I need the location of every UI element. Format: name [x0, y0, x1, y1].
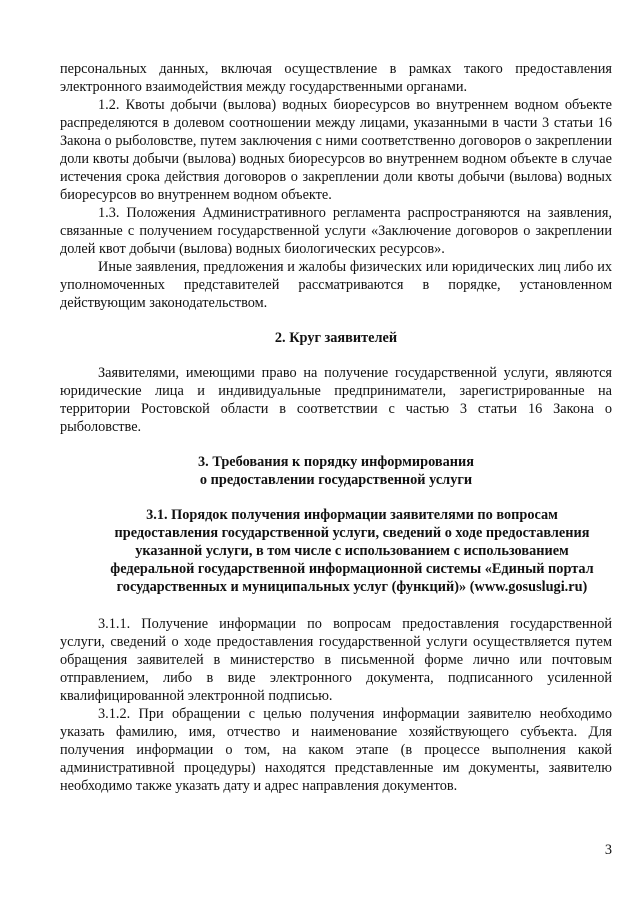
page-number: 3 — [604, 842, 612, 858]
paragraph-3-1-2: 3.1.2. При обращении с целью получения информации заявителю необходимо указать фамилию, имя, отчество и наименование хозяйствующего субъекта. Для получения информации о том, на каком этапе (в процессе выполнения какой административной процедуры) находятся представленные им документы, заявителю необходимо также указать дату и адрес направления документов. — [60, 706, 612, 794]
section-3-heading-line-2: о предоставлении государственной услуги — [199, 472, 473, 488]
section-3-heading-line-1: 3. Требования к порядку информирования — [198, 454, 474, 470]
paragraph-3-1-1: 3.1.1. Получение информации по вопросам предоставления государственной услуги, сведений о ходе предоставления государственной услуги осуществляется путем обращения заявителей в министерство в письменной форме лично или почтовым отправлением, либо в виде электронного документа, подписанного усиленной квалифицированной электронной подписью. — [60, 616, 612, 704]
paragraph-1-2: 1.2. Квоты добычи (вылова) водных биоресурсов во внутреннем водном объекте распределяются в долевом соотношении между лицами, указанными в части 3 статьи 16 Закона о рыболовстве, путем заключения с ними соответственно договоров о закреплении доли квоты добычи (вылова) водных биоресурсов во внутреннем водном объекте в случае истечения срока действия договоров о закреплении доли квоты добычи (вылова) водных биоресурсов во внутреннем водном объекте. — [60, 97, 612, 203]
section-3-1-heading: 3.1. Порядок получения информации заявителями по вопросам предоставления государственной услуги, сведений о ходе предоставления указанной услуги, в том числе с использованием с использованием федеральной государственной информационной системы «Единый портал государственных и муниципальных услуг (функций)» (www.gosuslugi.ru) — [110, 507, 594, 595]
paragraph-other-appeals: Иные заявления, предложения и жалобы физических или юридических лиц либо их уполномоченных представителей рассматриваются в порядке, установленном действующим законодательством. — [60, 259, 612, 311]
paragraph-applicants: Заявителями, имеющими право на получение государственной услуги, являются юридические лица и индивидуальные предприниматели, зарегистрированные на территории Ростовской области в соответствии с частью 3 статьи 16 Закона о рыболовстве. — [60, 365, 612, 435]
document-page — [60, 60, 612, 858]
section-2-heading: 2. Круг заявителей — [274, 330, 398, 346]
paragraph-1-3: 1.3. Положения Административного регламента распространяются на заявления, связанные с получением государственной услуги «Заключение договоров о закреплении долей квот добычи (вылова) водных биологических ресурсов». — [60, 205, 612, 257]
paragraph-continuation: персональных данных, включая осуществление в рамках такого предоставления электронного взаимодействия между государственными органами. — [60, 61, 612, 95]
